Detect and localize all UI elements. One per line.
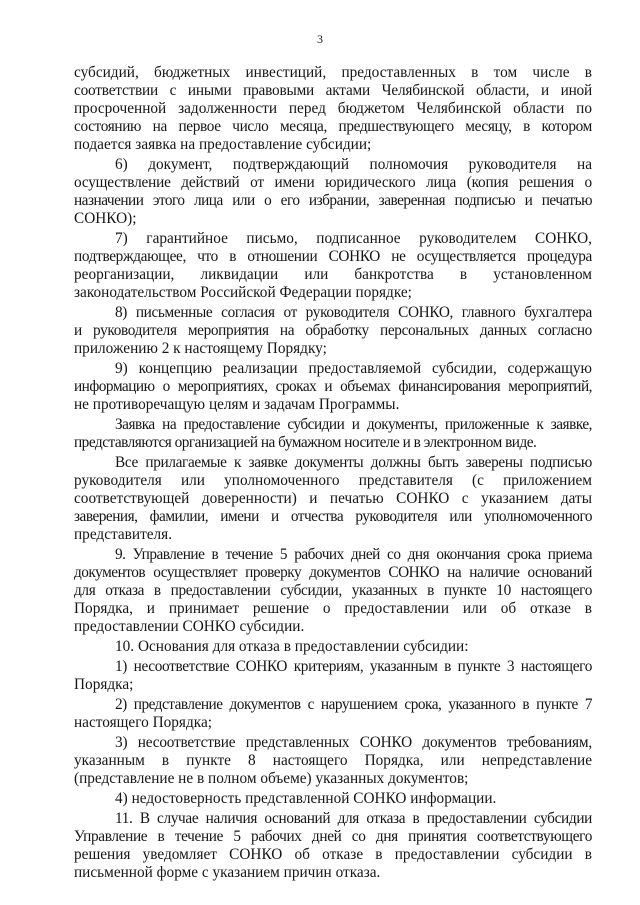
text-line: Управление в течение 5 рабочих дней со дня принятия соответствующего — [74, 828, 592, 845]
text-line: (представление не в полном объеме) указанных документов; — [74, 770, 469, 787]
text-line: Порядка, и принимает решение о предоставлении или об отказе в — [74, 600, 592, 617]
text-line: и руководителя мероприятия на обработку персональных данных согласно — [74, 322, 592, 339]
text-line: 11. В случае наличия оснований для отказа в предоставлении субсидии — [115, 810, 592, 827]
text-line: решения уведомляет СОНКО об отказе в предоставлении субсидии в — [74, 846, 592, 863]
text-line: реорганизации, ликвидации или банкротства в установленном — [74, 266, 592, 283]
text-line: настоящего Порядка; — [74, 714, 212, 731]
text-line: для отказа в предоставлении субсидии, указанных в пункте 10 настоящего — [74, 582, 592, 599]
text-line: указанным в пункте 8 настоящего Порядка, или непредставление — [74, 752, 592, 769]
page-number: 3 — [317, 32, 323, 46]
text-line: подтверждающее, что в отношении СОНКО не осуществляется процедура — [74, 248, 592, 265]
text-line: заверения, фамилии, имени и отчества руководителя или уполномоченного — [74, 508, 592, 525]
text-line: соответствии с иными правовыми актами Челябинской области, и иной — [74, 82, 592, 99]
text-line: соответствующей доверенности) и печатью СОНКО с указанием даты — [74, 490, 592, 507]
text-line: осуществление действий от имени юридического лица (копия решения о — [74, 174, 592, 191]
text-line: 1) несоответствие СОНКО критериям, указанным в пункте 3 настоящего — [115, 658, 592, 675]
text-line: 9. Управление в течение 5 рабочих дней со дня окончания срока приема — [115, 546, 592, 563]
text-line: Порядка; — [74, 676, 134, 693]
text-line: Заявка на предоставление субсидии и документы, приложенные к заявке, — [115, 416, 592, 433]
text-line: субсидий, бюджетных инвестиций, предоставленных в том числе в — [74, 64, 592, 81]
text-line: приложению 2 к настоящему Порядку; — [74, 340, 327, 357]
text-line: руководителя или уполномоченного представителя (с приложением — [74, 472, 592, 489]
text-line: 10. Основания для отказа в предоставлении субсидии: — [115, 638, 469, 655]
text-line: назначении этого лица или о его избрании, заверенная подписью и печатью — [74, 192, 592, 209]
text-line: состоянию на первое число месяца, предшествующего месяцу, в котором — [74, 118, 592, 135]
text-line: 9) концепцию реализации предоставляемой субсидии, содержащую — [115, 360, 592, 377]
text-line: просроченной задолженности перед бюджетом Челябинской области по — [74, 100, 592, 117]
text-line: документов осуществляет проверку документов СОНКО на наличие оснований — [74, 564, 592, 581]
text-line: 2) представление документов с нарушением срока, указанного в пункте 7 — [115, 696, 592, 713]
text-line: 6) документ, подтверждающий полномочия руководителя на — [115, 156, 592, 173]
text-line: предоставлении СОНКО субсидии. — [74, 618, 305, 635]
text-line: представителя. — [74, 526, 173, 543]
text-line: 7) гарантийное письмо, подписанное руководителем СОНКО, — [115, 230, 592, 247]
text-line: 4) недостоверность представленной СОНКО информации. — [115, 790, 497, 807]
text-line: 3) несоответствие представленных СОНКО документов требованиям, — [115, 734, 592, 751]
text-line: представляются организацией на бумажном носителе и в электронном виде. — [74, 434, 537, 451]
text-line: информацию о мероприятиях, сроках и объемах финансирования мероприятий, — [74, 378, 592, 395]
text-line: Все прилагаемые к заявке документы должны быть заверены подписью — [115, 454, 592, 471]
body-text — [74, 64, 592, 882]
text-line: 8) письменные согласия от руководителя СОНКО, главного бухгалтера — [115, 304, 592, 321]
text-line: подается заявка на предоставление субсидии; — [74, 136, 372, 153]
text-line: письменной форме с указанием причин отказа. — [74, 864, 381, 881]
text-line: СОНКО); — [74, 210, 137, 227]
text-line: законодательством Российской Федерации порядке; — [74, 284, 412, 301]
text-line: не противоречащую целям и задачам Программы. — [74, 396, 400, 413]
